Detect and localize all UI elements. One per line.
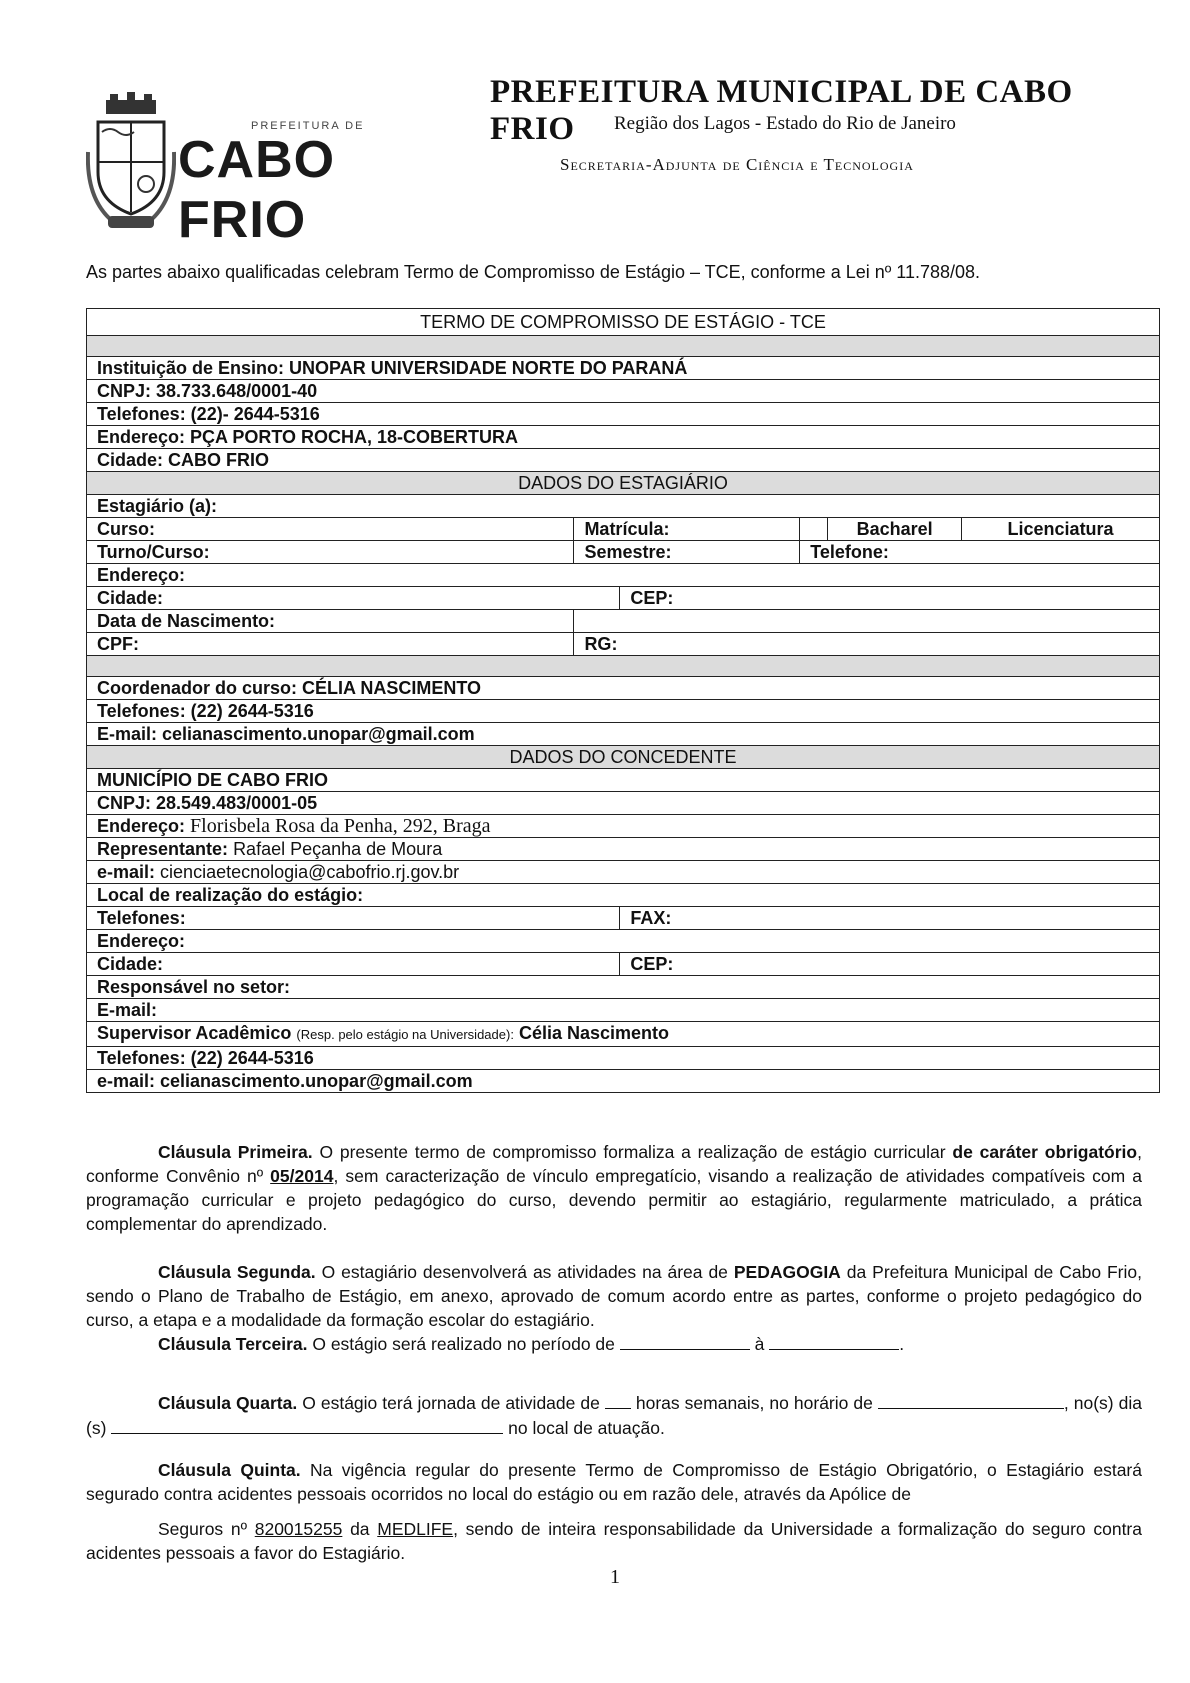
coordenador-telefone-text: Telefones: (22) 2644-5316 [97,701,314,721]
horas-blank[interactable] [605,1390,631,1409]
coordenador-email [87,723,1160,746]
email-concedente [87,861,1160,884]
cnpj-instituicao [87,380,1160,403]
telefone-field[interactable] [800,541,1160,564]
dias-blank[interactable] [111,1415,503,1434]
clausula-quinta-text-a: Na vigência regular do presente Termo de Compromisso de Estágio Obrigatório, o Estagiário estará segurado contra acidentes pessoais ocorridos no local do estágio ou em razão dele, através da Apólice de [86,1460,1142,1504]
endereco-label: Endereço: [97,565,186,585]
fax-label: FAX: [630,908,672,928]
cnpj-concedente [87,792,1160,815]
page-number: 1 [610,1566,620,1588]
cidade2-field[interactable] [87,953,620,976]
clausula-quarta-text-b: horas semanais, no horário de [635,1393,873,1413]
matricula-label: Matrícula: [584,519,670,539]
curso-label: Curso: [97,519,155,539]
endereco-field[interactable] [87,564,1160,587]
email-concedente-label: e-mail: [97,862,156,882]
cidade-instituicao-text: Cidade: CABO FRIO [97,450,270,470]
clausula-primeira-text-c: , sem caracterização de vínculo empregatício, visando a realização de atividades compatíveis com a programação curricular e projeto pedagógico do curso, devendo permitir ao estagiário, regularmente matriculado, a prática complementar do aprendizado. [86,1166,1142,1234]
coordenador-telefone [87,700,1160,723]
matricula-field[interactable] [574,518,800,541]
clausula-quarta [86,1390,1142,1440]
endereco-concedente-label: Endereço: [97,816,186,836]
licenciatura-label: Licenciatura [1007,519,1114,539]
logo-city-text: CABO FRIO [178,131,336,249]
supervisor-telefone [87,1047,1160,1070]
cidade-field[interactable] [87,587,620,610]
rg-field[interactable] [574,633,1160,656]
instituicao-row [87,357,1160,380]
bacharel-checkbox[interactable] [800,518,828,541]
apolice-number: 820015255 [254,1519,343,1539]
clausula-quinta [86,1458,1142,1506]
semestre-field[interactable] [574,541,800,564]
supervisor-email-text: e-mail: celianascimento.unopar@gmail.com [97,1071,473,1091]
cabo-frio-logo [86,92,426,249]
page-title: PREFEITURA MUNICIPAL DE CABO FRIO [490,74,1073,147]
endereco2-field[interactable] [87,930,1160,953]
telefone-instituicao-text: Telefones: (22)- 2644-5316 [97,404,320,424]
nascimento-label: Data de Nascimento: [97,611,276,631]
shaded-spacer [87,656,1160,677]
email2-field[interactable] [87,999,1160,1022]
clausula-quarta-label: Cláusula Quarta. [158,1393,298,1413]
periodo-fim-blank[interactable] [769,1331,899,1350]
endereco2-label: Endereço: [97,931,186,951]
semestre-label: Semestre: [584,542,672,562]
clausula-terceira: Cláusula Terceira. O estágio será realizado no período de à . [86,1331,1142,1356]
clausula-terceira-text-a: O estágio será realizado no período de [312,1334,615,1354]
section-dados-concedente: DADOS DO CONCEDENTE [87,746,1160,769]
seguro-text-a: Seguros nº [158,1519,248,1539]
cep2-label: CEP: [630,954,674,974]
clausula-terceira-text-b: à [754,1334,765,1354]
municipio-row [87,769,1160,792]
endereco-instituicao-text: Endereço: PÇA PORTO ROCHA, 18-COBERTURA [97,427,519,447]
clausula-primeira-bold: de caráter obrigatório [952,1142,1138,1162]
telefone-instituicao [87,403,1160,426]
supervisor-note: (Resp. pelo estágio na Universidade): [296,1027,514,1042]
clausula-segunda-text-b: da Prefeitura Municipal de Cabo Frio, sendo o Plano de Trabalho de Estágio, em anexo, aprovado de comum acordo entre as partes, conforme o projeto pedagógico do curso, a etapa e a modalidade da formação escolar do estagiário. [86,1262,1142,1330]
fax-field[interactable] [620,907,1160,930]
local-estagio-label: Local de realização do estágio: [97,885,364,905]
estagiario-label: Estagiário (a): [97,496,218,516]
representante-value: Rafael Peçanha de Moura [233,839,443,859]
local-estagio-row[interactable] [87,884,1160,907]
supervisor-row [87,1022,1160,1047]
supervisor-telefone-text: Telefones: (22) 2644-5316 [97,1048,314,1068]
curso-field[interactable] [87,518,574,541]
coordenador-value: CÉLIA NASCIMENTO [302,678,482,698]
coordenador-label: Coordenador do curso: [97,678,298,698]
seguro-paragraph [86,1517,1142,1565]
municipio-text: MUNICÍPIO DE CABO FRIO [97,770,329,790]
supervisor-value: Célia Nascimento [518,1023,670,1043]
area-pedagogia: PEDAGOGIA [733,1262,841,1282]
cnpj-concedente-text: CNPJ: 28.549.483/0001-05 [97,793,318,813]
clausula-primeira [86,1140,1142,1236]
cep2-field[interactable] [620,953,1160,976]
cidade2-label: Cidade: [97,954,164,974]
cnpj-instituicao-text: CNPJ: 38.733.648/0001-40 [97,381,318,401]
horario-blank[interactable] [878,1390,1064,1409]
shaded-spacer [87,336,1160,357]
clausula-primeira-label: Cláusula Primeira. [158,1142,313,1162]
clausula-quarta-text-c: , no(s) dia (s) [86,1393,1142,1438]
nascimento-field[interactable] [87,610,574,633]
section-dados-estagiario: DADOS DO ESTAGIÁRIO [87,472,1160,495]
responsavel-label: Responsável no setor: [97,977,291,997]
cidade-instituicao [87,449,1160,472]
endereco-concedente [87,815,1160,838]
endereco-instituicao [87,426,1160,449]
bacharel-label: Bacharel [856,519,933,539]
cep-field[interactable] [620,587,1160,610]
clausula-primeira-text-a: O presente termo de compromisso formaliza a realização de estágio curricular [319,1142,946,1162]
coordenador-email-text: E-mail: celianascimento.unopar@gmail.com [97,724,475,744]
nascimento-blank [574,610,1160,633]
secretaria-title: Secretaria-Adjunta de Ciência e Tecnologia [560,155,914,174]
instituicao-label: Instituição de Ensino: [97,358,285,378]
representante-label: Representante: [97,839,229,859]
rg-label: RG: [584,634,618,654]
licenciatura-option[interactable] [962,518,1160,541]
seguro-text-c: , sendo de inteira responsabilidade da Universidade a formalização do seguro contra acidentes pessoais a favor do Estagiário. [86,1519,1142,1563]
clausula-segunda-label: Cláusula Segunda. [158,1262,316,1282]
clausula-quarta-text-d: no local de atuação. [508,1418,665,1438]
form-title-row [87,309,1160,336]
form-title: TERMO DE COMPROMISSO DE ESTÁGIO - TCE [87,309,1160,336]
cep-label: CEP: [630,588,674,608]
logo-prefeitura-text: PREFEITURA DE [251,120,365,132]
coat-of-arms-icon [86,92,176,232]
telefones-label: Telefones: [97,908,186,928]
cidade-label: Cidade: [97,588,164,608]
email2-label: E-mail: [97,1000,158,1020]
coordenador-row [87,677,1160,700]
bacharel-option [828,518,962,541]
supervisor-label: Supervisor Acadêmico [97,1023,292,1043]
clausula-quinta-label: Cláusula Quinta. [158,1460,301,1480]
intro-text: As partes abaixo qualificadas celebram Termo de Compromisso de Estágio – TCE, conforme a Lei nº 11.788/08. [86,262,981,282]
cpf-field[interactable] [87,633,574,656]
telefones-field[interactable] [87,907,620,930]
clausula-primeira-text-b: , conforme Convênio nº [86,1142,1142,1186]
representante-row [87,838,1160,861]
clausula-quarta-text-a: O estágio terá jornada de atividade de [302,1393,600,1413]
seguradora-name: MEDLIFE [377,1519,454,1539]
supervisor-email [87,1070,1160,1093]
endereco-concedente-value: Florisbela Rosa da Penha, 292, Braga [190,815,491,837]
clausula-segunda-text-a: O estagiário desenvolverá as atividades na área de [321,1262,728,1282]
clausula-terceira-label: Cláusula Terceira. [158,1334,308,1354]
tce-form-table [86,308,1160,1093]
page-subtitle: Região dos Lagos - Estado do Rio de Janeiro [614,113,956,134]
instituicao-value: UNOPAR UNIVERSIDADE NORTE DO PARANÁ [289,358,688,378]
seguro-text-b: da [350,1519,370,1539]
cpf-label: CPF: [97,634,139,654]
turno-label: Turno/Curso: [97,542,210,562]
periodo-inicio-blank[interactable] [620,1331,750,1350]
estagiario-field[interactable] [87,495,1160,518]
responsavel-field[interactable] [87,976,1160,999]
convenio-number: 05/2014 [270,1166,334,1186]
email-concedente-value: cienciaetecnologia@cabofrio.rj.gov.br [160,862,460,882]
clausula-segunda [86,1260,1142,1332]
telefone-label: Telefone: [810,542,889,562]
turno-field[interactable] [87,541,574,564]
